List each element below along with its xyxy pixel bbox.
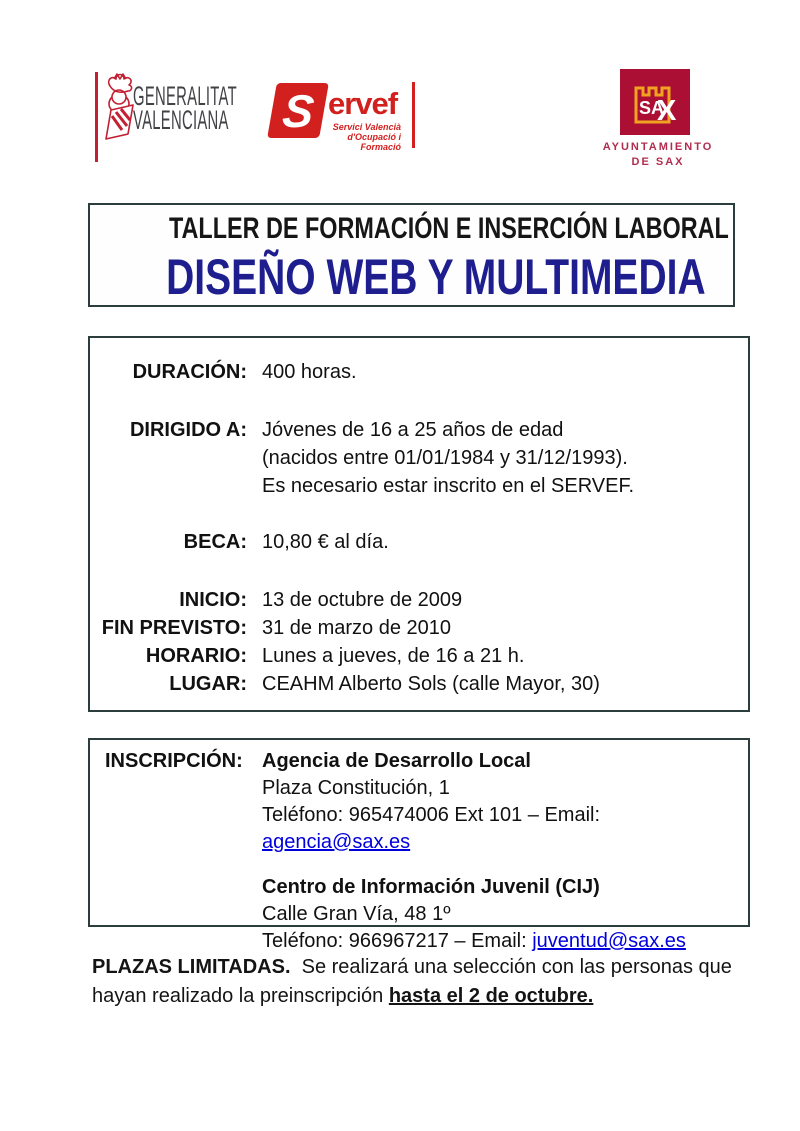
- detail-label: INICIO:: [179, 589, 247, 611]
- sax-caption-line1: AYUNTAMIENTO: [602, 141, 714, 153]
- servef-tagline-line2: d'Ocupació i Formació: [347, 132, 401, 152]
- detail-row-duracion: [90, 358, 748, 386]
- entry-address: Plaza Constitución, 1: [262, 777, 450, 799]
- email-link-juventud[interactable]: juventud@sax.es: [532, 930, 686, 952]
- limited-places-lead: PLAZAS LIMITADAS.: [92, 956, 291, 978]
- detail-label: DIRIGIDO A:: [129, 419, 247, 441]
- generalitat-valenciana-logo: [95, 68, 265, 168]
- detail-value-line: Es necesario estar inscrito en el SERVEF.: [262, 475, 635, 497]
- inscription-entry-agencia: [262, 748, 748, 856]
- email-link-agencia[interactable]: agencia@sax.es: [262, 831, 411, 853]
- detail-label: BECA:: [183, 531, 247, 553]
- detail-value: Lunes a jueves, de 16 a 21 h.: [262, 645, 525, 667]
- red-divider-bar: [412, 82, 415, 148]
- servef-logo: [268, 80, 428, 160]
- detail-value: 10,80 € al día.: [262, 531, 389, 553]
- deadline-text: hasta el 2 de octubre.: [388, 985, 594, 1007]
- inscription-entry-cij: [262, 874, 748, 955]
- detail-label: FIN PREVISTO:: [101, 617, 247, 639]
- detail-row-beca: [90, 528, 748, 556]
- course-details-box: [88, 336, 750, 712]
- detail-row-horario: [90, 642, 748, 670]
- spacer: [262, 856, 748, 874]
- detail-value: 13 de octubre de 2009: [262, 589, 463, 611]
- workshop-subtitle-text: TALLER DE FORMACIÓN E INSERCIÓN LABORAL: [168, 212, 729, 245]
- sax-text-sa: SA: [639, 98, 665, 118]
- generalitat-wordmark: [133, 81, 237, 135]
- entry-contact: [262, 928, 748, 955]
- generalitat-wordmark-line2: VALENCIANA: [133, 105, 229, 135]
- inscription-value: [262, 748, 748, 955]
- detail-label: DURACIÓN:: [132, 361, 247, 383]
- detail-label: LUGAR:: [169, 673, 247, 695]
- detail-row-lugar: [90, 670, 748, 698]
- title-box: [88, 203, 735, 307]
- ayuntamiento-de-sax-logo: [593, 69, 723, 174]
- detail-row-inicio: [90, 586, 748, 614]
- course-title-text: DISEÑO WEB Y MULTIMEDIA: [166, 249, 706, 305]
- servef-tagline-line1: Servici Valencià: [332, 122, 401, 132]
- sax-caption-line2: DE SAX: [631, 156, 685, 168]
- detail-value: 31 de marzo de 2010: [262, 617, 452, 639]
- servef-wordmark: ervef: [328, 86, 398, 121]
- servef-s-icon: [267, 83, 329, 138]
- detail-label: HORARIO:: [145, 645, 247, 667]
- detail-value: 400 horas.: [262, 361, 357, 383]
- entry-contact-text: Teléfono: 965474006 Ext 101 – Email:: [262, 804, 601, 826]
- entry-name: Agencia de Desarrollo Local: [262, 750, 531, 772]
- generalitat-wordmark-line1: GENERALITAT: [133, 81, 237, 111]
- workshop-subtitle: [90, 212, 733, 246]
- course-title: [90, 248, 733, 306]
- inscription-box: [88, 738, 750, 952]
- detail-value: CEAHM Alberto Sols (calle Mayor, 30): [262, 673, 600, 695]
- limited-places-note: [92, 953, 754, 1011]
- entry-contact-text: Teléfono: 966967217 – Email:: [262, 930, 533, 952]
- detail-value-line: (nacidos entre 01/01/1984 y 31/12/1993).: [262, 447, 628, 469]
- detail-row-dirigido-a: [90, 416, 748, 500]
- detail-value-line: Jóvenes de 16 a 25 años de edad: [262, 419, 564, 441]
- entry-name: Centro de Información Juvenil (CIJ): [262, 876, 600, 898]
- entry-contact: [262, 802, 748, 856]
- servef-s-letter: S: [279, 84, 317, 137]
- entry-address: Calle Gran Vía, 48 1º: [262, 903, 451, 925]
- inscription-label: INSCRIPCIÓN:: [105, 750, 243, 772]
- detail-value: [262, 416, 634, 500]
- sax-castle-icon: [620, 69, 690, 135]
- inscription-row: [90, 748, 748, 955]
- sax-caption: [593, 140, 723, 170]
- servef-tagline: [323, 122, 401, 152]
- detail-row-fin-previsto: [90, 614, 748, 642]
- limited-places-body: Se realizará una selección con las personas que hayan realizado la preinscripción: [92, 956, 732, 1007]
- red-divider-bar: [95, 72, 98, 162]
- sax-text-x: X: [657, 95, 677, 127]
